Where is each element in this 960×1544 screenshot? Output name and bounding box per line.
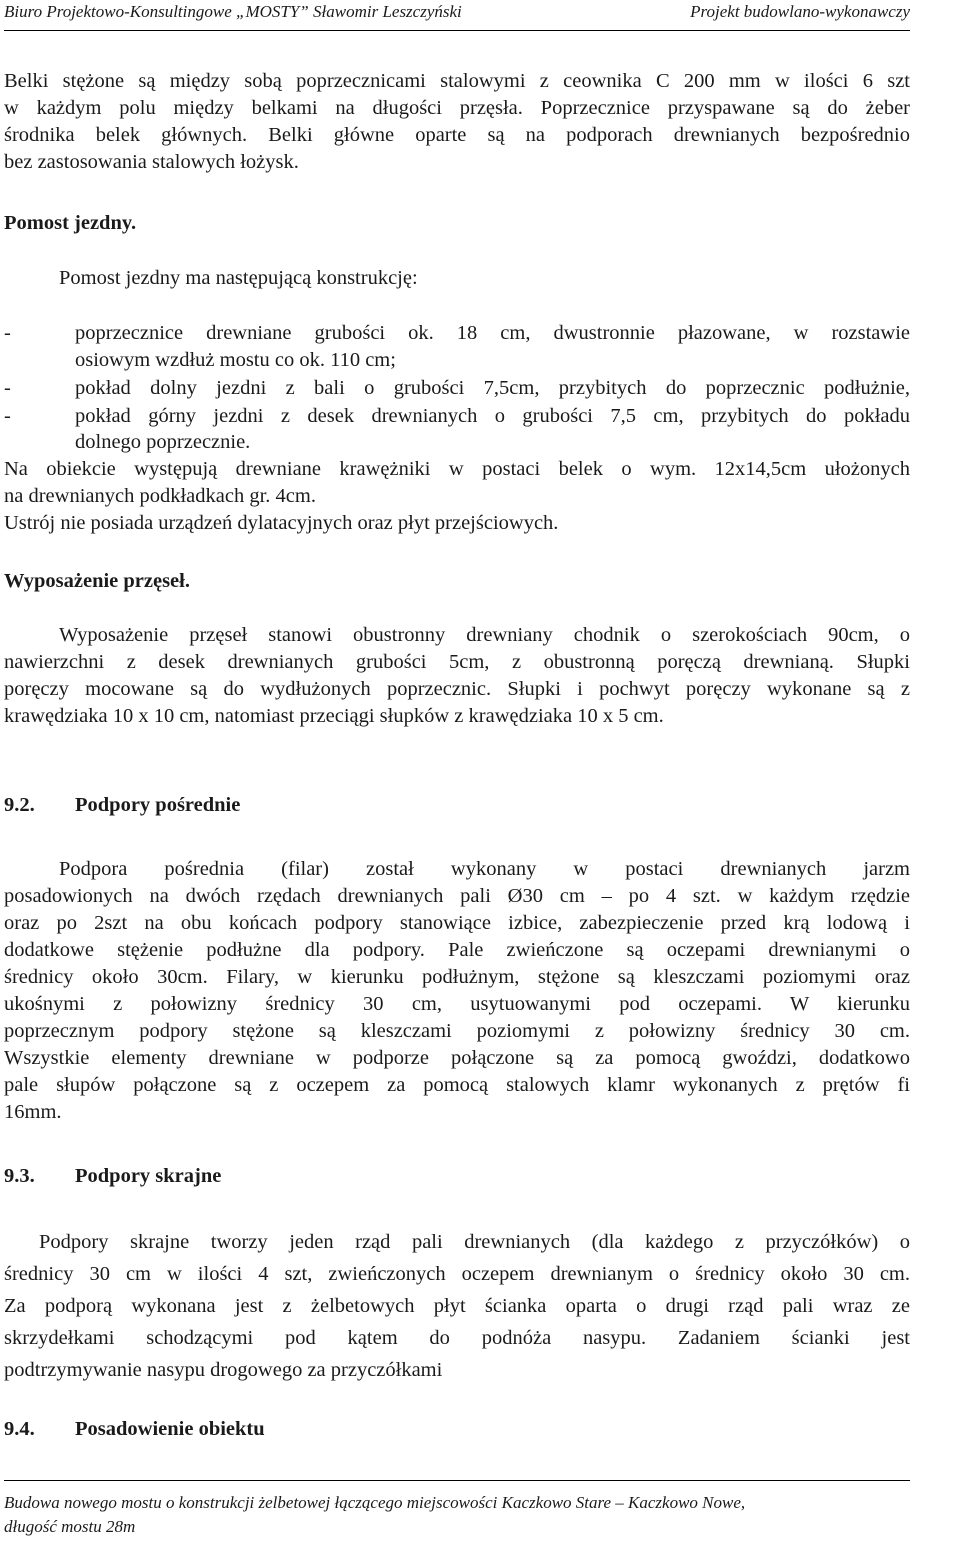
text-line: nawierzchni z desek drewnianych grubości 5cm, z obustronną poręczą drewnianą. Słupki [4,651,910,673]
list-item: - pokład dolny jezdni z bali o grubości 7,5cm, przybitych do poprzecznic podłużnie, [4,377,910,399]
text-line: Wszystkie elementy drewniane w podporze połączone są za pomocą gwoździ, dodatkowo [4,1047,910,1069]
text-line: poprzecznym podpory stężone są kleszczami poziomymi z połowizny średnicy 30 cm. [4,1020,910,1042]
text-line: bez zastosowania stalowych łożysk. [4,151,299,173]
text-line: poręczy mocowane są do wydłużonych poprzecznic. Słupki i pochwyt poręczy wykonane są z [4,678,910,700]
section-heading-9-3: 9.3. Podpory skrajne [4,1165,222,1187]
list-item-continuation: dolnego poprzecznie. [75,431,251,453]
paragraph-9-3 [4,1226,910,1386]
text-line: średnicy 30 cm w ilości 4 szt, zwieńczonych oczepem drewnianym o średnicy około 30 cm. [4,1263,910,1285]
text-line: skrzydełkami schodzącymi pod kątem do podnóża nasypu. Zadaniem ścianki jest [4,1327,910,1349]
text-line: dodatkowe stężenie podłużne dla podpory. Pale zwieńczone są oczepami drewnianymi o [4,939,910,961]
pomost-intro: Pomost jezdny ma następującą konstrukcję: [59,267,418,289]
list-item: - poprzecznice drewniane grubości ok. 18 cm, dwustronnie płazowane, w rozstawie [4,322,910,344]
footer-line: Budowa nowego mostu o konstrukcji żelbetowej łączącego miejscowości Kaczkowo Stare – Kaczkowo Nowe, [4,1493,746,1512]
text-line: na drewnianych podkładkach gr. 4cm. [4,485,316,507]
text-line: Na obiekcie występują drewniane krawężniki w postaci belek o wym. 12x14,5cm ułożonych [4,458,910,480]
wyposazenie-paragraph [4,622,910,730]
list-item: - pokład górny jezdni z desek drewnianych o grubości 7,5 cm, przybitych do pokładu [4,405,910,427]
text-line: Wyposażenie przęseł stanowi obustronny drewniany chodnik o szerokościach 90cm, o [59,624,910,646]
header-project-type: Projekt budowlano-wykonawczy [690,2,910,21]
text-line: posadowionych na dwóch rzędach drewnianych pali Ø30 cm – po 4 szt. w każdym rzędzie [4,885,910,907]
page-header [4,0,910,31]
text-line: Podpory skrajne tworzy jeden rząd pali drewnianych (dla każdego z przyczółków) o [39,1231,910,1253]
text-line: oraz po 2szt na obu końcach podpory stanowiące izbice, zabezpieczenie przed krą lodową i [4,912,910,934]
text-line: Za podporą wykonana jest z żelbetowych płyt ścianka oparta o drugi rząd pali wraz ze [4,1295,910,1317]
text-line: Belki stężone są między sobą poprzecznicami stalowymi z ceownika C 200 mm w ilości 6 szt [4,70,910,92]
text-line: środnika belek głównych. Belki główne oparte są na podporach drewnianych bezpośrednio [4,124,910,146]
section-heading-9-2: 9.2. Podpory pośrednie [4,794,241,816]
section-heading-pomost: Pomost jezdny. [4,212,137,234]
page-footer [4,1480,910,1539]
text-line: Ustrój nie posiada urządzeń dylatacyjnych oraz płyt przejściowych. [4,512,559,534]
text-line: ukośnymi z połowizny średnicy 30 cm, usytuowanymi pod oczepami. W kierunku [4,993,910,1015]
section-heading-wyposazenie: Wyposażenie przęseł. [4,570,190,592]
footer-line: długość mostu 28m [4,1517,136,1536]
list-item-continuation: osiowym wzdłuż mostu co ok. 110 cm; [75,349,396,371]
text-line: 16mm. [4,1101,62,1123]
text-line: w każdym polu między belkami na długości przęsła. Poprzecznice przyspawane są do żeber [4,97,910,119]
header-company: Biuro Projektowo-Konsultingowe „MOSTY” Sławomir Leszczyński [4,2,462,21]
text-line: Podpora pośrednia (filar) został wykonany w postaci drewnianych jarzm [59,858,910,880]
text-line: podtrzymywanie nasypu drogowego za przyczółkami [4,1359,443,1381]
text-line: krawędziaka 10 x 10 cm, natomiast przeciągi słupków z krawędziaka 10 x 5 cm. [4,705,664,727]
text-line: pale słupów połączone są z oczepem za pomocą stalowych klamr wykonanych z prętów fi [4,1074,910,1096]
paragraph-9-2 [4,856,910,1126]
section-heading-9-4: 9.4. Posadowienie obiektu [4,1418,265,1440]
after-list-paragraph [4,456,910,537]
text-line: średnicy około 30cm. Filary, w kierunku podłużnym, stężone są kleszczami poziomymi oraz [4,966,910,988]
intro-paragraph [4,68,910,176]
